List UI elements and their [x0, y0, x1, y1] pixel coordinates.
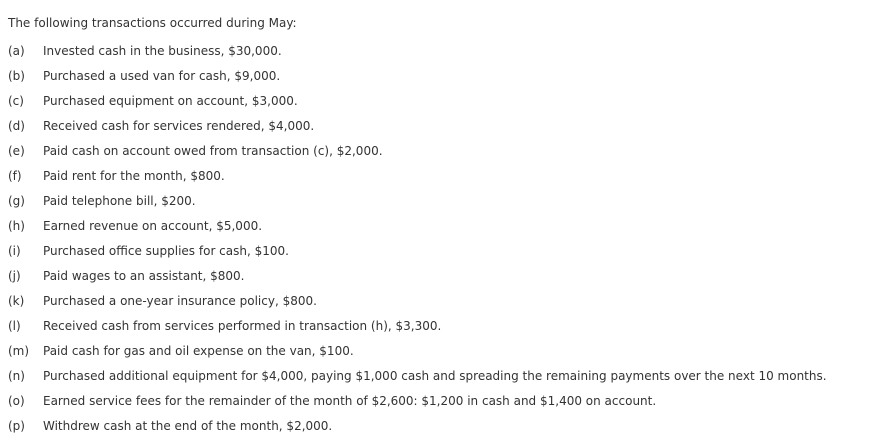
transaction-text: Purchased a one-year insurance policy, $800. — [43, 294, 317, 308]
transaction-letter: (h) — [8, 219, 25, 233]
transaction-letter: (o) — [8, 394, 25, 408]
transaction-text: Paid wages to an assistant, $800. — [43, 269, 245, 283]
transaction-text: Earned revenue on account, $5,000. — [43, 219, 263, 233]
transaction-text: Earned service fees for the remainder of the month of $2,600: $1,200 in cash and $1,400 on account. — [43, 394, 657, 408]
transaction-letter: (p) — [8, 419, 25, 433]
transaction-text: Paid cash for gas and oil expense on the van, $100. — [43, 344, 354, 358]
transaction-letter: (g) — [8, 194, 25, 208]
transaction-text: Received cash from services performed in transaction (h), $3,300. — [43, 319, 442, 333]
transaction-letter: (b) — [8, 69, 25, 83]
transaction-letter: (d) — [8, 119, 25, 133]
transaction-letter: (e) — [8, 144, 25, 158]
transaction-text: Withdrew cash at the end of the month, $2,000. — [43, 419, 333, 433]
transaction-text: Purchased a used van for cash, $9,000. — [43, 69, 281, 83]
transaction-letter: (c) — [8, 94, 24, 108]
transaction-text: Paid rent for the month, $800. — [43, 169, 225, 183]
transaction-letter: (f) — [8, 169, 22, 183]
transaction-text: Paid cash on account owed from transaction (c), $2,000. — [43, 144, 383, 158]
transaction-letter: (m) — [8, 344, 30, 358]
transaction-letter: (j) — [8, 269, 21, 283]
transaction-letter: (l) — [8, 319, 21, 333]
transaction-letter: (a) — [8, 44, 25, 58]
transaction-letter: (i) — [8, 244, 21, 258]
transaction-text: Purchased additional equipment for $4,000, paying $1,000 cash and spreading the remaining payments over the next 10 months. — [43, 369, 827, 383]
transaction-text: Paid telephone bill, $200. — [43, 194, 196, 208]
transaction-text: Received cash for services rendered, $4,000. — [43, 119, 315, 133]
transaction-letter: (n) — [8, 369, 25, 383]
transaction-text: Purchased office supplies for cash, $100. — [43, 244, 289, 258]
transaction-letter: (k) — [8, 294, 25, 308]
transaction-text: Purchased equipment on account, $3,000. — [43, 94, 298, 108]
transaction-text: Invested cash in the business, $30,000. — [43, 44, 282, 58]
intro-text: The following transactions occurred during May: — [8, 16, 297, 30]
